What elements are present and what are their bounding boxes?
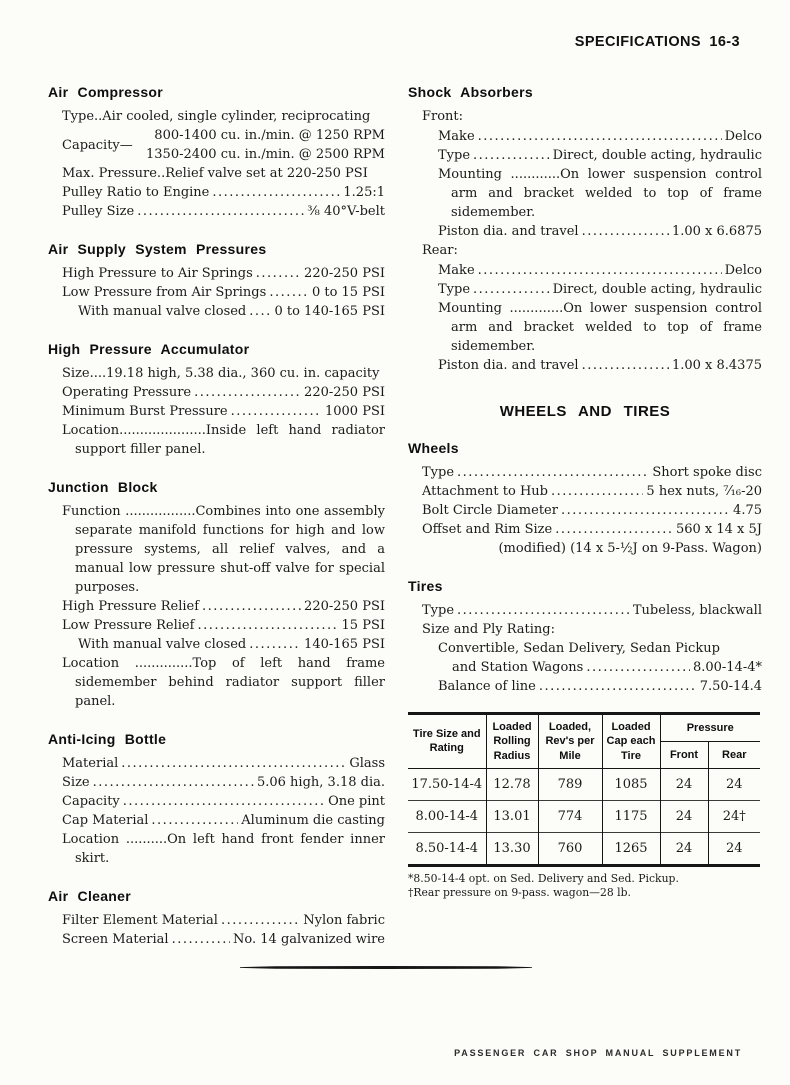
spec-value: Glass	[349, 756, 385, 771]
leader-dots	[473, 280, 550, 299]
spec-text: Size and Ply Rating:	[422, 622, 555, 637]
spec-text: Location ..........On left hand front fender inner skirt.	[62, 832, 385, 866]
table-cell: 8.50-14-4	[408, 832, 486, 865]
spec-line	[62, 792, 385, 811]
spec-line	[78, 635, 385, 654]
spec-line	[422, 463, 762, 482]
spec-value: 1000 PSI	[324, 404, 385, 419]
section-air-cleaner	[48, 888, 385, 949]
bottom-divider-rule	[240, 966, 532, 969]
leader-dots	[478, 127, 722, 146]
table-cell: 13.30	[486, 832, 538, 865]
section-title: Tires	[408, 578, 443, 594]
section-air-supply-system-pressures	[48, 241, 385, 321]
spec-label: Bolt Circle Diameter	[422, 503, 558, 518]
spec-value: No. 14 galvanized wire	[233, 932, 385, 947]
tire-data-table	[408, 712, 760, 867]
section-shock-absorbers	[408, 84, 762, 375]
spec-line	[62, 616, 385, 635]
column-header: Loaded, Rev's per Mile	[538, 714, 602, 769]
spec-line	[438, 261, 762, 280]
spec-line	[62, 283, 385, 302]
leader-dots	[457, 601, 630, 620]
spec-line	[438, 222, 762, 241]
spec-text: Type..Air cooled, single cylinder, reciprocating	[62, 109, 371, 124]
spec-value: 560 x 14 x 5J	[675, 522, 762, 537]
spec-line	[62, 183, 385, 202]
table-cell: 17.50-14-4	[411, 776, 483, 792]
spec-value: Delco	[724, 263, 762, 278]
table-header-row	[408, 714, 760, 742]
column-header: Loaded Rolling Radius	[486, 714, 538, 769]
spec-label: Cap Material	[62, 813, 149, 828]
table-cell: 24	[708, 832, 760, 865]
spec-line	[62, 911, 385, 930]
spec-value: ⅜ 40°V-belt	[307, 204, 385, 219]
spec-value: 0 to 15 PSI	[311, 285, 385, 300]
spec-value: 5 hex nuts, ⁷⁄₁₆-20	[646, 484, 762, 499]
spec-label: High Pressure to Air Springs	[62, 266, 253, 281]
spec-value: Nylon fabric	[303, 913, 385, 928]
spec-value: 220-250 PSI	[304, 385, 385, 400]
spec-line	[422, 482, 762, 501]
leader-dots	[137, 202, 304, 221]
leader-dots	[473, 146, 550, 165]
leader-dots	[586, 658, 690, 677]
spec-line	[438, 146, 762, 165]
table-body	[408, 768, 760, 865]
leader-dots	[231, 402, 322, 421]
leader-dots	[121, 754, 346, 773]
spec-label: Pulley Size	[62, 204, 135, 219]
column-header: Loaded Cap each Tire	[602, 714, 660, 769]
spec-label: High Pressure Relief	[62, 599, 200, 614]
spec-line	[62, 754, 385, 773]
section-title: Junction Block	[48, 479, 158, 495]
spec-value: 1.00 x 6.6875	[671, 224, 762, 239]
spec-label: Material	[62, 756, 119, 771]
spec-label: and Station Wagons	[452, 660, 584, 675]
spec-value: Delco	[724, 129, 762, 144]
spec-line	[62, 597, 385, 616]
spec-value: Short spoke disc	[652, 465, 762, 480]
spec-label: Filter Element Material	[62, 913, 218, 928]
table-cell: 8.00-14-4	[408, 800, 486, 832]
table-footnotes	[408, 872, 762, 901]
spec-text: Location ..............Top of left hand frame sidemember behind radiator support filler panel.	[62, 656, 385, 709]
spec-stack-line: 1350-2400 cu. in./min. @ 2500 RPM	[146, 147, 385, 162]
spec-value: 7.50-14.4	[699, 679, 762, 694]
page-footer: PASSENGER CAR SHOP MANUAL SUPPLEMENT	[454, 1048, 742, 1058]
group-heading: WHEELS AND TIRES	[499, 403, 671, 420]
leader-dots	[249, 302, 271, 321]
spec-subheading: Front:	[422, 109, 464, 124]
spec-value: 4.75	[733, 503, 762, 518]
leader-dots	[582, 222, 669, 241]
spec-line	[62, 402, 385, 421]
spec-line	[62, 383, 385, 402]
spec-label: With manual valve closed	[78, 304, 247, 319]
spec-value: 220-250 PSI	[304, 599, 385, 614]
section-title: Air Supply System Pressures	[48, 241, 267, 257]
leader-dots	[151, 811, 238, 830]
spec-label: Low Pressure from Air Springs	[62, 285, 267, 300]
table-cell: 24	[708, 768, 760, 800]
leader-dots	[269, 283, 309, 302]
spec-line	[422, 520, 762, 539]
spec-text: Convertible, Sedan Delivery, Sedan Pickup	[438, 641, 720, 656]
spec-label: Make	[438, 263, 475, 278]
section-title: High Pressure Accumulator	[48, 341, 250, 357]
leader-dots	[202, 597, 301, 616]
spec-label: With manual valve closed	[78, 637, 247, 652]
table-cell: 24	[660, 832, 708, 865]
spec-value: 15 PSI	[341, 618, 385, 633]
spec-text: Mounting ............On lower suspension control arm and bracket welded to top of frame sidemember.	[438, 167, 762, 220]
spec-subheading: Rear:	[422, 243, 458, 258]
spec-label: Capacity	[62, 794, 120, 809]
leader-dots	[172, 930, 230, 949]
spec-value: Direct, double acting, hydraulic	[552, 148, 762, 163]
right-column	[408, 78, 762, 949]
spec-stack	[62, 126, 385, 164]
spec-text: Mounting .............On lower suspension control arm and bracket welded to top of frame sidemember.	[438, 301, 762, 354]
spec-label: Offset and Rim Size	[422, 522, 553, 537]
leader-dots	[555, 520, 673, 539]
spec-line	[422, 601, 762, 620]
spec-line	[62, 773, 385, 792]
spec-value: Direct, double acting, hydraulic	[552, 282, 762, 297]
spec-value: One pint	[328, 794, 385, 809]
table-header	[408, 714, 760, 769]
leader-dots	[256, 264, 301, 283]
spec-label: Make	[438, 129, 475, 144]
section-tires	[408, 578, 762, 696]
spec-text: Size....19.18 high, 5.38 dia., 360 cu. in. capacity	[62, 366, 380, 381]
table-cell: 24	[660, 800, 708, 832]
spec-value: Aluminum die casting	[241, 813, 385, 828]
table-cell: 12.78	[486, 768, 538, 800]
section-anti-icing-bottle	[48, 731, 385, 868]
footnote-line: †Rear pressure on 9-pass. wagon—28 lb.	[408, 886, 631, 900]
table-cell: 760	[538, 832, 602, 865]
section-wheels	[408, 440, 762, 558]
leader-dots	[249, 635, 301, 654]
page-header: SPECIFICATIONS 16-3	[574, 34, 740, 50]
leader-dots	[551, 482, 643, 501]
spec-value: 140-165 PSI	[304, 637, 385, 652]
column-header-pressure: Pressure	[660, 714, 760, 742]
table-cell: 1175	[602, 800, 660, 832]
spec-value: Tubeless, blackwall	[632, 603, 762, 618]
section-title: Air Compressor	[48, 84, 164, 100]
spec-text: Location.....................Inside left hand radiator support filler panel.	[62, 423, 385, 457]
section-high-pressure-accumulator	[48, 341, 385, 459]
spec-stack-values	[141, 126, 385, 164]
table-row	[408, 832, 760, 865]
column-header: Tire Size and Rating	[412, 728, 481, 755]
spec-value: 8.00-14-4*	[692, 660, 762, 675]
spec-label: Capacity—	[62, 137, 133, 153]
column-subheader: Rear	[708, 741, 760, 768]
table-cell: 774	[538, 800, 602, 832]
leader-dots	[457, 463, 649, 482]
spec-label: Pulley Ratio to Engine	[62, 185, 210, 200]
table-cell: 24	[660, 768, 708, 800]
table-cell: 13.01	[486, 800, 538, 832]
spec-line	[62, 811, 385, 830]
spec-text: Function .................Combines into one assembly separate manifold functions for high and low pressure systems, all relief valves, and a manual low pressure shut-off valve for special purposes.	[62, 504, 385, 595]
spec-label: Piston dia. and travel	[438, 224, 579, 239]
spec-value: 1.00 x 8.4375	[671, 358, 762, 373]
leader-dots	[194, 383, 301, 402]
spec-label: Screen Material	[62, 932, 169, 947]
table-cell: 1085	[602, 768, 660, 800]
columns	[48, 78, 762, 949]
section-title: Wheels	[408, 440, 459, 456]
spec-line	[438, 280, 762, 299]
table-row	[408, 768, 760, 800]
leader-dots	[197, 616, 338, 635]
spec-label: Minimum Burst Pressure	[62, 404, 228, 419]
spec-label: Balance of line	[438, 679, 536, 694]
table-cell: 1265	[602, 832, 660, 865]
spec-label: Type	[422, 465, 455, 480]
leader-dots	[561, 501, 730, 520]
spec-label: Size	[62, 775, 90, 790]
left-column	[48, 78, 385, 949]
spec-label: Type	[438, 148, 471, 163]
spec-stack-line: 800-1400 cu. in./min. @ 1250 RPM	[154, 128, 385, 143]
section-title: Anti-Icing Bottle	[48, 731, 167, 747]
spec-label: Operating Pressure	[62, 385, 192, 400]
spec-text: Max. Pressure..Relief valve set at 220-250 PSI	[62, 166, 368, 181]
leader-dots	[582, 356, 669, 375]
spec-value: 220-250 PSI	[304, 266, 385, 281]
spec-line	[438, 356, 762, 375]
section-air-compressor	[48, 84, 385, 221]
spec-value: 5.06 high, 3.18 dia.	[256, 775, 385, 790]
spec-label: Low Pressure Relief	[62, 618, 195, 633]
spec-value: 1.25:1	[343, 185, 385, 200]
leader-dots	[478, 261, 722, 280]
section-junction-block	[48, 479, 385, 711]
table-row	[408, 800, 760, 832]
column-subheader: Front	[660, 741, 708, 768]
table-cell: 24†	[708, 800, 760, 832]
footnote-line: *8.50-14-4 opt. on Sed. Delivery and Sed. Pickup.	[408, 871, 679, 885]
leader-dots	[123, 792, 325, 811]
spec-line	[62, 264, 385, 283]
spec-label: Type	[422, 603, 455, 618]
spec-line	[62, 202, 385, 221]
leader-dots	[212, 183, 340, 202]
spec-label: Type	[438, 282, 471, 297]
spec-value: 0 to 140-165 PSI	[274, 304, 385, 319]
spec-line	[78, 302, 385, 321]
leader-dots	[93, 773, 254, 792]
leader-dots	[221, 911, 300, 930]
spec-line	[422, 501, 762, 520]
table-cell: 789	[538, 768, 602, 800]
section-title: Shock Absorbers	[408, 84, 533, 100]
spec-line	[438, 127, 762, 146]
spec-label: Attachment to Hub	[422, 484, 548, 499]
spec-text: (modified) (14 x 5-½J on 9-Pass. Wagon)	[498, 541, 762, 556]
spec-line	[452, 658, 762, 677]
leader-dots	[539, 677, 697, 696]
spec-label: Piston dia. and travel	[438, 358, 579, 373]
spec-line	[62, 930, 385, 949]
spec-line	[438, 677, 762, 696]
section-title: Air Cleaner	[48, 888, 131, 904]
